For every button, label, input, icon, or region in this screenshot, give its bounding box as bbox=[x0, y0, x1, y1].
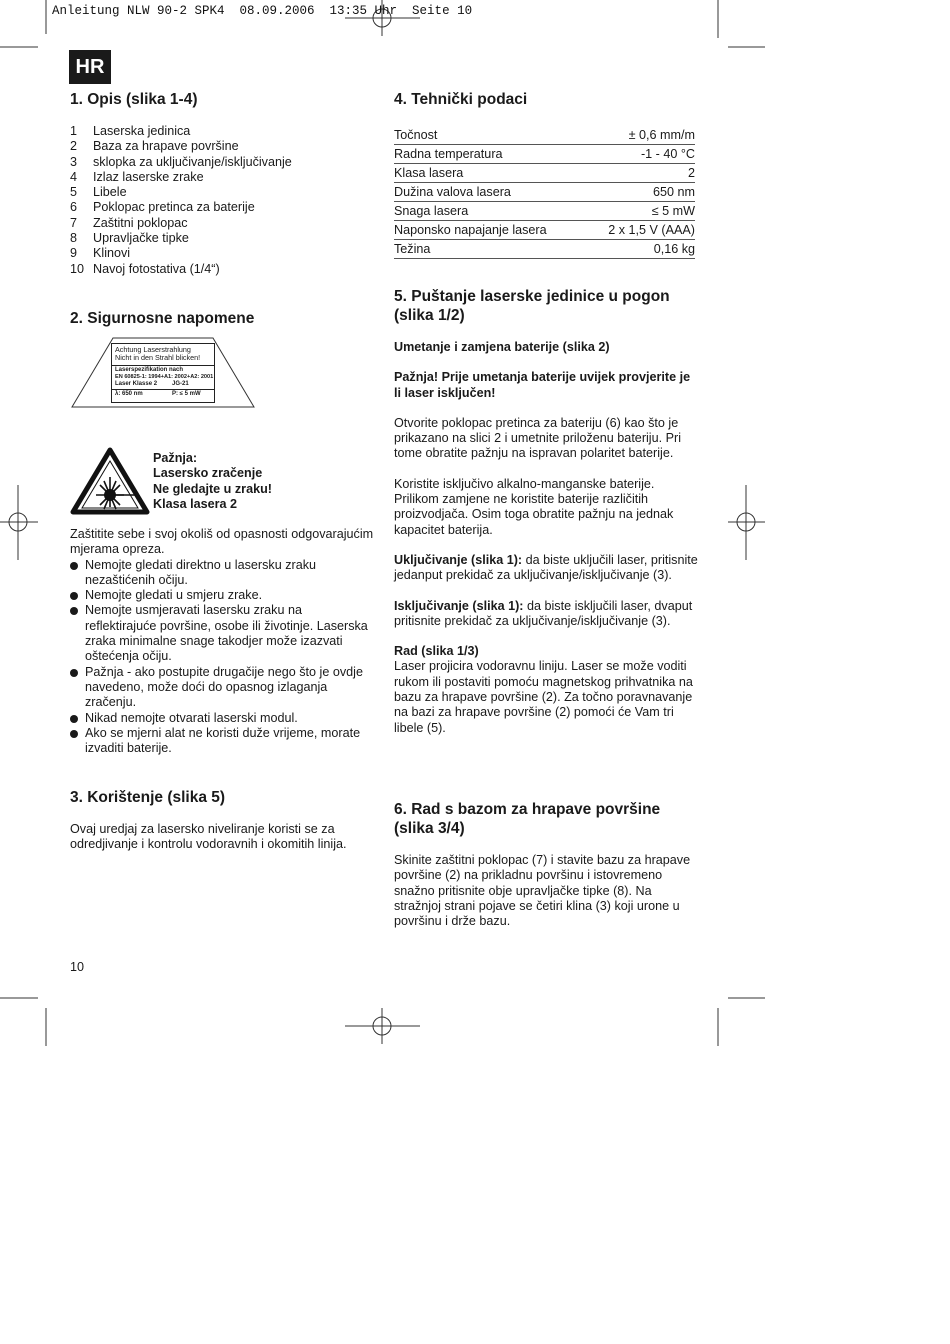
list-item: 6 Poklopac pretinca za baterije bbox=[70, 200, 255, 215]
list-item: 10 Navoj fotostativa (1/4“) bbox=[70, 261, 220, 276]
laser-hazard-icon bbox=[70, 447, 150, 515]
laser-warning-text: Pažnja: Lasersko zračenje Ne gledajte u zraku! Klasa lasera 2 bbox=[153, 451, 272, 511]
table-row: Težina 0,16 kg bbox=[394, 240, 695, 259]
list-item: Nikad nemojte otvarati laserski modul. bbox=[70, 711, 375, 726]
safety-list bbox=[70, 558, 375, 757]
list-item: 3 sklopka za uključivanje/isključivanje bbox=[70, 154, 292, 169]
battery-warning: Pažnja! Prije umetanja baterije uvijek provjerite je li laser isključen! bbox=[394, 370, 691, 400]
laser-warning-label: Achtung Laserstrahlung Nicht in den Strahl blicken! Laserspezifikation nach EN 60825-1: 1994+A1: 2002+A2: 2001 Laser Klasse 2 JG-21 λ: 650 nm P: ≤ 5 mW bbox=[111, 343, 215, 403]
section3-title: 3. Korištenje (slika 5) bbox=[70, 789, 226, 806]
section6-title: 6. Rad s bazom za hrapave površine (slika 3/4) bbox=[394, 801, 661, 837]
safety-notes bbox=[70, 527, 375, 756]
list-item: Nemojte gledati u smjeru zrake. bbox=[70, 588, 375, 603]
list-item: 7 Zaštitni poklopac bbox=[70, 215, 188, 230]
table-row: Radna temperatura -1 - 40 °C bbox=[394, 145, 695, 164]
table-row: Točnost ± 0,6 mm/m bbox=[394, 126, 695, 145]
section6-text: Skinite zaštitni poklopac (7) i stavite bazu za hrapave površine (2) na prikladnu površinu i istovremeno snažno pritisnite obje upravljačke tipke (8). Na stražnjoj strani pojave se četiri klina (3) koji urone u površinu i drže bazu. bbox=[394, 853, 691, 929]
section6 bbox=[394, 800, 699, 929]
table-row: Dužina valova lasera 650 nm bbox=[394, 183, 695, 202]
table-row: Snaga lasera ≤ 5 mW bbox=[394, 202, 695, 221]
page-number: 10 bbox=[70, 960, 85, 974]
table-row: Klasa lasera 2 bbox=[394, 164, 695, 183]
section1-title: 1. Opis (slika 1-4) bbox=[70, 91, 198, 108]
switch-off-text: Isključivanje (slika 1): da biste isključili laser, dvaput pritisnite prekidač za uključivanje/isključivanje (3). bbox=[394, 598, 693, 628]
battery-text-2: Koristite isključivo alkalno-manganske baterije. Prilikom zamjene ne koristite baterije različitih proizvodjača. Osim toga obratite pažnju na jednak kapacitet baterija. bbox=[394, 476, 674, 537]
section3-text: Ovaj uredjaj za lasersko niveliranje koristi se za odredjivanje i kontrolu vodoravnih i okomitih linija. bbox=[70, 822, 347, 852]
list-item: Pažnja - ako postupite drugačije nego što je ovdje navedeno, može doći do opasnog izlaganja zračenju. bbox=[70, 665, 375, 711]
battery-text-1: Otvorite poklopac pretinca za bateriju (6) kao što je prikazano na slici 2 i umetnite priloženu bateriju. Pri tome obratite pažnju na ispravan polaritet baterije. bbox=[394, 415, 681, 461]
list-item: 9 Klinovi bbox=[70, 246, 131, 261]
switch-on-text: Uključivanje (slika 1): da biste uključili laser, pritisnite jedanput prekidač za uključivanje/isključivanje (3). bbox=[394, 552, 698, 583]
table-row: Naponsko napajanje lasera 2 x 1,5 V (AAA) bbox=[394, 221, 695, 240]
list-item: 2 Baza za hrapave površine bbox=[70, 139, 239, 154]
language-badge: HR bbox=[69, 50, 111, 84]
list-item: Nemojte gledati direktno u lasersku zraku nezaštićenih očiju. bbox=[70, 558, 375, 589]
operation-text: Laser projicira vodoravnu liniju. Laser se može voditi rukom ili postaviti pomoću magnetskog prihvatnika na bazu za hrapave površine (2). Za točno poravnavanje na bazi za hrapave površine (2) pomoći će Vam tri libele (5). bbox=[394, 659, 693, 735]
section5-title: 5. Puštanje laserske jedinice u pogon (slika 1/2) bbox=[394, 288, 670, 324]
safety-intro: Zaštitite sebe i svoj okoliš od opasnosti odgovarajućim mjerama opreza. bbox=[70, 527, 374, 557]
list-item: Ako se mjerni alat ne koristi duže vrijeme, morate izvaditi baterije. bbox=[70, 726, 375, 757]
list-item: 8 Upravljačke tipke bbox=[70, 231, 189, 246]
print-header: Anleitung NLW 90-2 SPK4 08.09.2006 13:35 Uhr Seite 10 bbox=[52, 4, 473, 18]
section2-title: 2. Sigurnosne napomene bbox=[70, 310, 255, 327]
parts-list bbox=[70, 124, 375, 277]
operation-subhead: Rad (slika 1/3) bbox=[394, 644, 479, 659]
list-item: 5 Libele bbox=[70, 185, 127, 200]
section5 bbox=[394, 287, 699, 736]
left-column bbox=[70, 90, 375, 277]
list-item: 4 Izlaz laserske zrake bbox=[70, 169, 204, 184]
list-item: Nemojte usmjeravati lasersku zraku na reflektirajuće površine, osobe ili životinje. Laserska zraka minimalne snage takodjer može izazvati oštećenja očiju. bbox=[70, 603, 375, 664]
battery-subhead: Umetanje i zamjena baterije (slika 2) bbox=[394, 340, 610, 354]
list-item: 1 Laserska jedinica bbox=[70, 124, 191, 138]
section4-title: 4. Tehnički podaci bbox=[394, 91, 528, 108]
tech-specs-table bbox=[394, 126, 695, 259]
